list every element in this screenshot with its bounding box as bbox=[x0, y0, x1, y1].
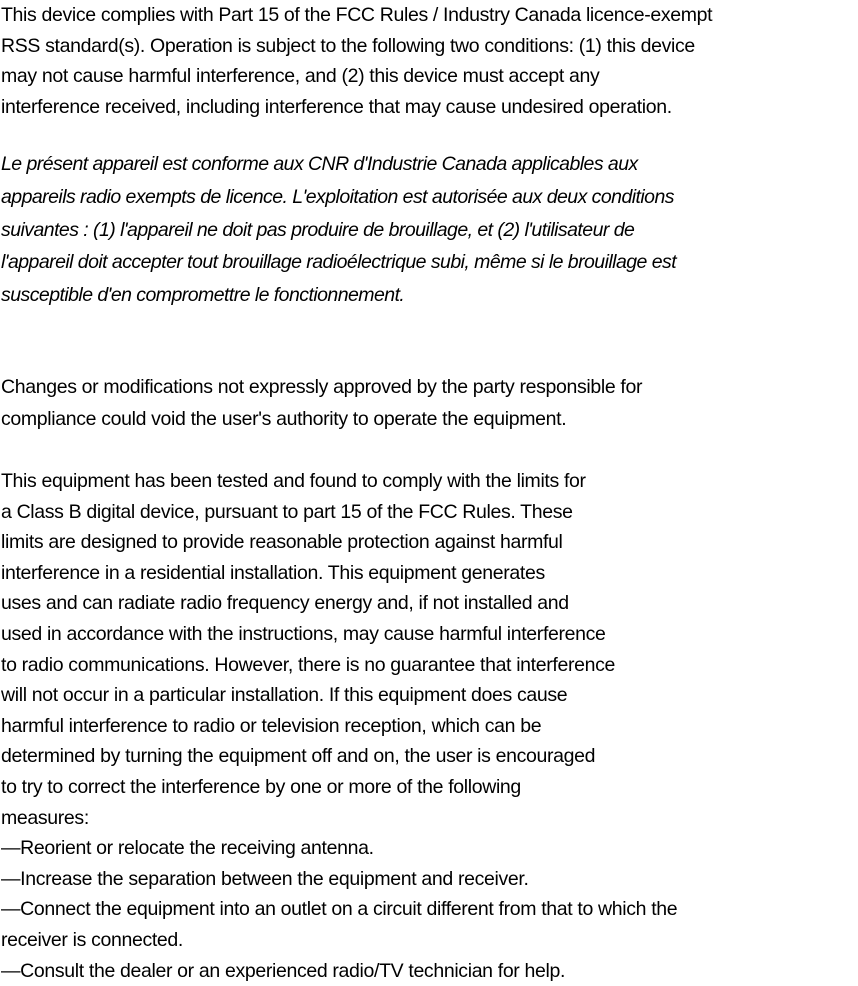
text-line: used in accordance with the instructions, may cause harmful interference bbox=[1, 619, 677, 650]
text-line: to radio communications. However, there is no guarantee that interference bbox=[1, 650, 677, 681]
text-line: interference received, including interference that may cause undesired operation. bbox=[1, 92, 712, 123]
text-line: This device complies with Part 15 of the FCC Rules / Industry Canada licence-exempt bbox=[1, 0, 712, 31]
text-line: susceptible d'en compromettre le fonctionnement. bbox=[1, 279, 676, 312]
text-line: a Class B digital device, pursuant to part 15 of the FCC Rules. These bbox=[1, 497, 677, 528]
text-line: will not occur in a particular installation. If this equipment does cause bbox=[1, 680, 677, 711]
text-line: l'appareil doit accepter tout brouillage radioélectrique subi, même si le brouillage est bbox=[1, 246, 676, 279]
text-line: limits are designed to provide reasonable protection against harmful bbox=[1, 527, 677, 558]
text-line: interference in a residential installation. This equipment generates bbox=[1, 558, 677, 589]
text-line: Changes or modifications not expressly approved by the party responsible for bbox=[1, 372, 642, 404]
text-line: compliance could void the user's authority to operate the equipment. bbox=[1, 404, 642, 436]
bullet-line: —Consult the dealer or an experienced radio/TV technician for help. bbox=[1, 956, 677, 986]
bullet-line: —Connect the equipment into an outlet on a circuit different from that to which the bbox=[1, 894, 677, 925]
bullet-line: —Increase the separation between the equipment and receiver. bbox=[1, 864, 677, 895]
text-line: measures: bbox=[1, 803, 677, 834]
text-line: receiver is connected. bbox=[1, 925, 677, 956]
modifications-warning-paragraph bbox=[1, 372, 642, 435]
bullet-line: —Reorient or relocate the receiving antenna. bbox=[1, 833, 677, 864]
text-line: This equipment has been tested and found to comply with the limits for bbox=[1, 466, 677, 497]
text-line: determined by turning the equipment off and on, the user is encouraged bbox=[1, 741, 677, 772]
text-line: appareils radio exempts de licence. L'exploitation est autorisée aux deux conditions bbox=[1, 181, 676, 214]
text-line: suivantes : (1) l'appareil ne doit pas produire de brouillage, et (2) l'utilisateur de bbox=[1, 214, 676, 247]
text-line: RSS standard(s). Operation is subject to the following two conditions: (1) this device bbox=[1, 31, 712, 62]
text-line: Le présent appareil est conforme aux CNR d'Industrie Canada applicables aux bbox=[1, 148, 676, 181]
text-line: uses and can radiate radio frequency energy and, if not installed and bbox=[1, 588, 677, 619]
fcc-compliance-paragraph bbox=[1, 0, 712, 122]
french-compliance-paragraph bbox=[1, 148, 676, 312]
text-line: to try to correct the interference by one or more of the following bbox=[1, 772, 677, 803]
text-line: may not cause harmful interference, and (2) this device must accept any bbox=[1, 61, 712, 92]
class-b-paragraph bbox=[1, 466, 677, 986]
text-line: harmful interference to radio or television reception, which can be bbox=[1, 711, 677, 742]
